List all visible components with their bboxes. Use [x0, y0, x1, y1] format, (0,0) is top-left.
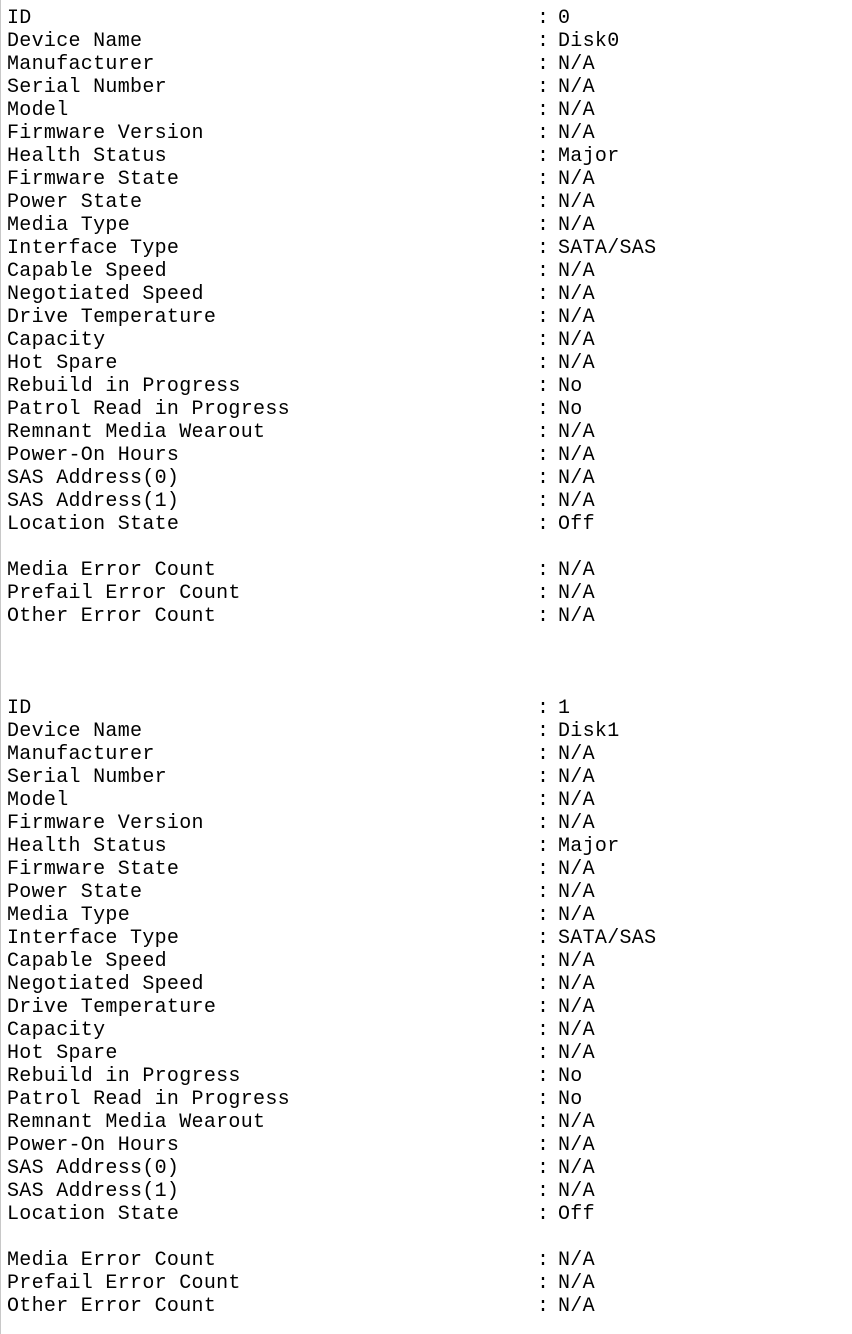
field-label: SAS Address(0) — [7, 1157, 180, 1180]
field-value: N/A — [558, 582, 595, 605]
field-separator: : — [537, 858, 550, 881]
field-value: N/A — [558, 329, 595, 352]
field-separator: : — [537, 789, 550, 812]
blank-line — [7, 536, 852, 559]
field-value: N/A — [558, 1249, 595, 1272]
field-row-capacity — [7, 329, 852, 352]
field-label: SAS Address(1) — [7, 490, 180, 513]
field-separator: : — [537, 306, 550, 329]
field-separator: : — [537, 996, 550, 1019]
field-value: N/A — [558, 122, 595, 145]
field-separator: : — [537, 1042, 550, 1065]
field-separator: : — [537, 214, 550, 237]
field-label: Hot Spare — [7, 1042, 118, 1065]
field-row-power-state — [7, 191, 852, 214]
field-value: N/A — [558, 214, 595, 237]
field-label: Location State — [7, 1203, 180, 1226]
field-separator: : — [537, 490, 550, 513]
field-row-interface-type — [7, 927, 852, 950]
field-value: N/A — [558, 881, 595, 904]
field-separator: : — [537, 398, 550, 421]
field-separator: : — [537, 1157, 550, 1180]
field-value: N/A — [558, 950, 595, 973]
field-row-interface-type — [7, 237, 852, 260]
field-separator: : — [537, 444, 550, 467]
field-row-serial-number — [7, 766, 852, 789]
field-separator: : — [537, 605, 550, 628]
field-label: Device Name — [7, 30, 143, 53]
field-label: Interface Type — [7, 927, 180, 950]
field-row-id — [7, 697, 852, 720]
field-separator: : — [537, 76, 550, 99]
field-value: N/A — [558, 168, 595, 191]
field-separator: : — [537, 145, 550, 168]
field-label: Location State — [7, 513, 180, 536]
field-label: Prefail Error Count — [7, 582, 241, 605]
field-label: Power State — [7, 881, 143, 904]
field-label: Negotiated Speed — [7, 283, 204, 306]
field-label: Health Status — [7, 145, 167, 168]
field-separator: : — [537, 1272, 550, 1295]
field-separator: : — [537, 766, 550, 789]
field-row-health-status — [7, 835, 852, 858]
field-label: Media Error Count — [7, 559, 217, 582]
field-value: 1 — [558, 697, 571, 720]
field-row-sas-address-1 — [7, 490, 852, 513]
field-value: N/A — [558, 76, 595, 99]
field-value: Major — [558, 145, 620, 168]
field-row-manufacturer — [7, 53, 852, 76]
field-separator: : — [537, 927, 550, 950]
field-value: N/A — [558, 421, 595, 444]
blank-line — [7, 1226, 852, 1249]
field-separator: : — [537, 1111, 550, 1134]
field-label: ID — [7, 697, 32, 720]
field-label: Manufacturer — [7, 743, 155, 766]
field-value: N/A — [558, 904, 595, 927]
field-separator: : — [537, 1249, 550, 1272]
field-value: SATA/SAS — [558, 927, 657, 950]
field-value: N/A — [558, 1157, 595, 1180]
field-row-media-type — [7, 214, 852, 237]
field-value: N/A — [558, 559, 595, 582]
field-label: Manufacturer — [7, 53, 155, 76]
field-label: Firmware Version — [7, 812, 204, 835]
field-separator: : — [537, 1180, 550, 1203]
field-value: N/A — [558, 490, 595, 513]
field-row-firmware-state — [7, 858, 852, 881]
field-value: N/A — [558, 283, 595, 306]
field-separator: : — [537, 467, 550, 490]
field-row-model — [7, 99, 852, 122]
field-separator: : — [537, 53, 550, 76]
field-separator: : — [537, 582, 550, 605]
field-label: Remnant Media Wearout — [7, 421, 266, 444]
field-value: N/A — [558, 996, 595, 1019]
field-separator: : — [537, 352, 550, 375]
field-row-power-on-hours — [7, 444, 852, 467]
field-separator: : — [537, 99, 550, 122]
field-value: N/A — [558, 53, 595, 76]
field-label: Negotiated Speed — [7, 973, 204, 996]
field-separator: : — [537, 421, 550, 444]
field-label: Patrol Read in Progress — [7, 398, 290, 421]
field-separator: : — [537, 513, 550, 536]
field-value: N/A — [558, 99, 595, 122]
field-label: Serial Number — [7, 76, 167, 99]
field-row-capacity — [7, 1019, 852, 1042]
field-row-hot-spare — [7, 352, 852, 375]
field-row-other-error-count — [7, 1295, 852, 1318]
field-row-manufacturer — [7, 743, 852, 766]
field-label: Model — [7, 99, 69, 122]
field-value: N/A — [558, 1295, 595, 1318]
field-label: Power-On Hours — [7, 444, 180, 467]
field-value: N/A — [558, 789, 595, 812]
field-separator: : — [537, 950, 550, 973]
field-separator: : — [537, 559, 550, 582]
field-separator: : — [537, 973, 550, 996]
field-row-hot-spare — [7, 1042, 852, 1065]
field-row-sas-address-1 — [7, 1180, 852, 1203]
field-separator: : — [537, 1065, 550, 1088]
field-row-device-name — [7, 30, 852, 53]
field-value: N/A — [558, 444, 595, 467]
field-row-id — [7, 7, 852, 30]
field-label: Hot Spare — [7, 352, 118, 375]
field-row-sas-address-0 — [7, 467, 852, 490]
field-row-prefail-error-count — [7, 582, 852, 605]
field-row-serial-number — [7, 76, 852, 99]
field-row-power-state — [7, 881, 852, 904]
field-label: Rebuild in Progress — [7, 375, 241, 398]
field-separator: : — [537, 1295, 550, 1318]
field-value: N/A — [558, 467, 595, 490]
field-label: Drive Temperature — [7, 996, 217, 1019]
field-row-other-error-count — [7, 605, 852, 628]
field-separator: : — [537, 168, 550, 191]
field-label: SAS Address(0) — [7, 467, 180, 490]
field-value: N/A — [558, 306, 595, 329]
field-value: N/A — [558, 743, 595, 766]
field-separator: : — [537, 1088, 550, 1111]
field-value: N/A — [558, 1042, 595, 1065]
field-row-power-on-hours — [7, 1134, 852, 1157]
field-label: Power State — [7, 191, 143, 214]
field-value: Disk0 — [558, 30, 620, 53]
field-label: Media Type — [7, 904, 131, 927]
field-separator: : — [537, 375, 550, 398]
field-label: Device Name — [7, 720, 143, 743]
field-row-rebuild-in-progress — [7, 375, 852, 398]
field-value: Off — [558, 1203, 595, 1226]
field-separator: : — [537, 30, 550, 53]
field-separator: : — [537, 1203, 550, 1226]
field-label: Other Error Count — [7, 1295, 217, 1318]
field-label: ID — [7, 7, 32, 30]
field-separator: : — [537, 329, 550, 352]
field-label: Capable Speed — [7, 260, 167, 283]
field-value: N/A — [558, 1180, 595, 1203]
field-label: Firmware State — [7, 858, 180, 881]
field-label: Health Status — [7, 835, 167, 858]
field-value: N/A — [558, 605, 595, 628]
field-label: Rebuild in Progress — [7, 1065, 241, 1088]
field-label: Firmware Version — [7, 122, 204, 145]
field-value: N/A — [558, 973, 595, 996]
field-label: SAS Address(1) — [7, 1180, 180, 1203]
block-gap — [7, 628, 852, 697]
field-separator: : — [537, 904, 550, 927]
field-row-sas-address-0 — [7, 1157, 852, 1180]
field-value: N/A — [558, 858, 595, 881]
field-label: Patrol Read in Progress — [7, 1088, 290, 1111]
field-label: Capacity — [7, 1019, 106, 1042]
field-separator: : — [537, 237, 550, 260]
field-label: Model — [7, 789, 69, 812]
field-value: Disk1 — [558, 720, 620, 743]
field-row-patrol-read-in-progress — [7, 398, 852, 421]
field-row-negotiated-speed — [7, 973, 852, 996]
field-label: Remnant Media Wearout — [7, 1111, 266, 1134]
field-row-patrol-read-in-progress — [7, 1088, 852, 1111]
field-value: No — [558, 398, 583, 421]
field-value: No — [558, 1065, 583, 1088]
field-separator: : — [537, 191, 550, 214]
field-row-rebuild-in-progress — [7, 1065, 852, 1088]
field-row-firmware-state — [7, 168, 852, 191]
field-value: No — [558, 375, 583, 398]
field-separator: : — [537, 812, 550, 835]
field-separator: : — [537, 122, 550, 145]
field-row-media-error-count — [7, 559, 852, 582]
field-separator: : — [537, 260, 550, 283]
field-separator: : — [537, 697, 550, 720]
field-row-negotiated-speed — [7, 283, 852, 306]
field-label: Power-On Hours — [7, 1134, 180, 1157]
field-separator: : — [537, 1019, 550, 1042]
field-label: Prefail Error Count — [7, 1272, 241, 1295]
field-row-location-state — [7, 513, 852, 536]
field-separator: : — [537, 743, 550, 766]
field-label: Other Error Count — [7, 605, 217, 628]
field-separator: : — [537, 881, 550, 904]
field-value: N/A — [558, 352, 595, 375]
field-row-drive-temperature — [7, 996, 852, 1019]
field-value: N/A — [558, 1134, 595, 1157]
field-row-device-name — [7, 720, 852, 743]
field-value: N/A — [558, 191, 595, 214]
field-row-firmware-version — [7, 122, 852, 145]
field-row-media-type — [7, 904, 852, 927]
field-label: Serial Number — [7, 766, 167, 789]
field-value: 0 — [558, 7, 571, 30]
field-value: Off — [558, 513, 595, 536]
field-value: N/A — [558, 1272, 595, 1295]
disk-block-0 — [7, 7, 852, 628]
field-separator: : — [537, 835, 550, 858]
field-value: SATA/SAS — [558, 237, 657, 260]
field-value: N/A — [558, 1111, 595, 1134]
field-value: Major — [558, 835, 620, 858]
field-row-prefail-error-count — [7, 1272, 852, 1295]
field-value: N/A — [558, 812, 595, 835]
field-row-drive-temperature — [7, 306, 852, 329]
field-value: No — [558, 1088, 583, 1111]
field-value: N/A — [558, 766, 595, 789]
field-label: Firmware State — [7, 168, 180, 191]
field-value: N/A — [558, 1019, 595, 1042]
field-label: Media Error Count — [7, 1249, 217, 1272]
field-row-capable-speed — [7, 950, 852, 973]
field-row-remnant-media-wearout — [7, 1111, 852, 1134]
field-separator: : — [537, 7, 550, 30]
field-label: Capacity — [7, 329, 106, 352]
field-separator: : — [537, 720, 550, 743]
field-row-model — [7, 789, 852, 812]
field-separator: : — [537, 283, 550, 306]
field-label: Interface Type — [7, 237, 180, 260]
disk-block-1 — [7, 697, 852, 1318]
field-separator: : — [537, 1134, 550, 1157]
field-label: Capable Speed — [7, 950, 167, 973]
field-label: Drive Temperature — [7, 306, 217, 329]
field-value: N/A — [558, 260, 595, 283]
field-row-media-error-count — [7, 1249, 852, 1272]
field-row-remnant-media-wearout — [7, 421, 852, 444]
field-row-location-state — [7, 1203, 852, 1226]
field-row-health-status — [7, 145, 852, 168]
field-label: Media Type — [7, 214, 131, 237]
field-row-firmware-version — [7, 812, 852, 835]
field-row-capable-speed — [7, 260, 852, 283]
